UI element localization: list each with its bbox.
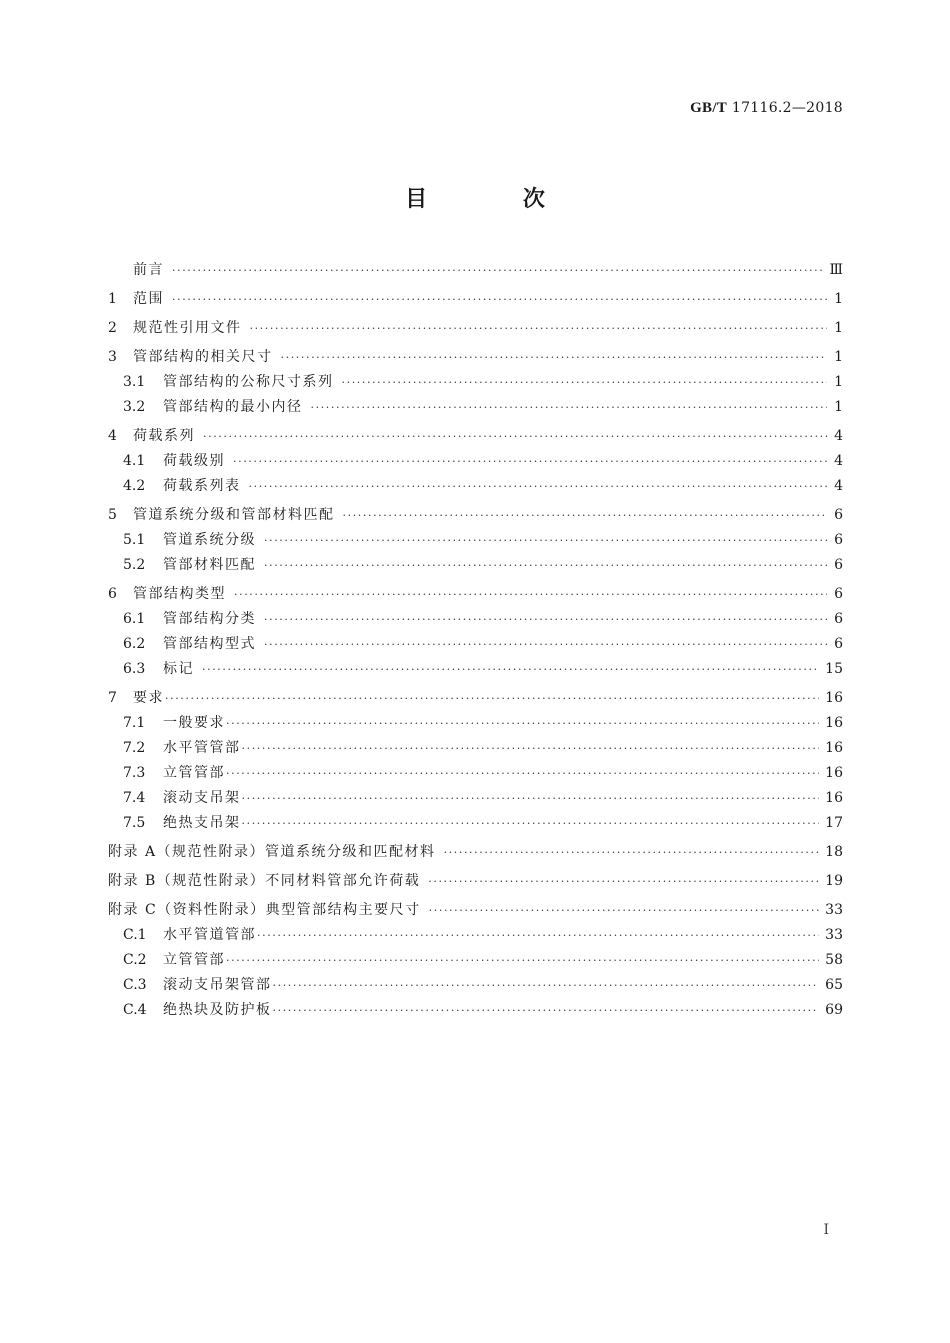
standard-code-number: 17116.2—2018 (731, 100, 843, 116)
toc-dot-leader (281, 345, 828, 370)
toc-dot-leader (273, 973, 820, 998)
toc-dot-leader (428, 869, 819, 894)
toc-entry-title: 附录 B（规范性附录）不同材料管部允许荷载 (108, 873, 421, 889)
toc-entry-page: 17 (825, 815, 843, 831)
toc-entry[interactable] (108, 316, 843, 341)
toc-entry-title: 滚动支吊架 (163, 790, 241, 806)
toc-entry-title: 标记 (163, 661, 194, 677)
toc-dot-leader (226, 711, 819, 736)
toc-entry-title: 管部结构分类 (163, 611, 256, 627)
toc-entry-page: 1 (834, 291, 843, 307)
toc-entry[interactable] (108, 287, 843, 312)
toc-entry-page: 6 (834, 507, 843, 523)
toc-entry[interactable] (108, 582, 843, 607)
toc-entry[interactable] (108, 395, 843, 420)
page-number: Ⅰ (823, 1222, 829, 1238)
toc-dot-leader (429, 898, 820, 923)
toc-entry-title: 立管管部 (163, 952, 225, 968)
toc-dot-leader (249, 474, 828, 499)
toc-dot-leader (233, 449, 827, 474)
toc-entry[interactable] (108, 449, 843, 474)
toc-entry-page: 69 (825, 1002, 843, 1018)
toc-dot-leader (202, 657, 819, 682)
toc-entry-number: 4.2 (123, 478, 146, 494)
toc-entry-page: 65 (825, 977, 843, 993)
toc-entry-number: C.3 (123, 977, 147, 993)
toc-dot-leader (234, 582, 827, 607)
toc-entry-title: 荷载系列 (133, 428, 195, 444)
toc-entry-page: 4 (834, 453, 843, 469)
toc-entry-number: 7.2 (123, 740, 146, 756)
toc-entry-number: 7 (108, 690, 117, 706)
toc-dot-leader (172, 258, 823, 283)
toc-entry[interactable] (108, 474, 843, 499)
toc-entry-number: C.1 (123, 927, 147, 943)
toc-entry-title: 管部结构型式 (163, 636, 256, 652)
toc-entry-page: 19 (825, 873, 843, 889)
toc-entry-title: 水平管道管部 (163, 927, 256, 943)
toc-entry-number: C.4 (123, 1002, 147, 1018)
toc-entry-page: 4 (834, 478, 843, 494)
toc-entry-page: 15 (825, 661, 843, 677)
toc-entry[interactable] (108, 948, 843, 973)
toc-entry-number: 4 (108, 428, 117, 444)
toc-entry-page: 1 (834, 320, 843, 336)
toc-entry[interactable] (108, 711, 843, 736)
toc-entry[interactable] (108, 503, 843, 528)
table-of-contents (108, 258, 843, 1023)
toc-entry[interactable] (108, 840, 843, 865)
page-title: 目 次 (405, 187, 589, 212)
toc-entry-page: 6 (834, 557, 843, 573)
toc-dot-leader (273, 998, 820, 1023)
toc-entry[interactable] (108, 686, 843, 711)
toc-entry-number: 6 (108, 586, 117, 602)
toc-dot-leader (342, 370, 828, 395)
toc-entry[interactable] (108, 869, 843, 894)
toc-entry-title: 绝热支吊架 (163, 815, 241, 831)
toc-entry-title: 附录 A（规范性附录）管道系统分级和匹配材料 (108, 844, 436, 860)
toc-entry-number: C.2 (123, 952, 147, 968)
toc-entry[interactable] (108, 998, 843, 1023)
toc-entry[interactable] (108, 553, 843, 578)
toc-entry-page: 58 (825, 952, 843, 968)
toc-entry-page: 16 (825, 790, 843, 806)
toc-entry[interactable] (108, 370, 843, 395)
toc-entry-number: 3.1 (123, 374, 146, 390)
toc-dot-leader (444, 840, 820, 865)
toc-entry-number: 5 (108, 507, 117, 523)
toc-entry[interactable] (108, 258, 843, 283)
toc-entry-page: 16 (825, 740, 843, 756)
toc-entry[interactable] (108, 761, 843, 786)
toc-entry-page: 1 (834, 374, 843, 390)
toc-entry-number: 5.2 (123, 557, 146, 573)
toc-dot-leader (264, 553, 827, 578)
toc-dot-leader (226, 948, 819, 973)
standard-code-prefix: GB/T (690, 100, 728, 116)
toc-entry-title: 水平管管部 (163, 740, 241, 756)
toc-entry-title: 荷载系列表 (163, 478, 241, 494)
toc-entry-title: 前言 (133, 262, 164, 278)
toc-entry-title: 附录 C（资料性附录）典型管部结构主要尺寸 (108, 902, 421, 918)
toc-entry-page: 6 (834, 611, 843, 627)
toc-entry-title: 绝热块及防护板 (163, 1002, 272, 1018)
toc-entry[interactable] (108, 923, 843, 948)
toc-dot-leader (242, 811, 820, 836)
toc-entry-title: 管部结构的最小内径 (163, 399, 303, 415)
standard-code (690, 100, 843, 117)
toc-entry-number: 1 (108, 291, 117, 307)
toc-entry-page: 6 (834, 586, 843, 602)
toc-entry[interactable] (108, 786, 843, 811)
toc-dot-leader (250, 316, 828, 341)
toc-entry-page: 1 (834, 399, 843, 415)
toc-dot-leader (242, 786, 820, 811)
toc-dot-leader (264, 632, 827, 657)
toc-entry-page: 16 (825, 690, 843, 706)
toc-dot-leader (257, 923, 819, 948)
toc-entry-number: 6.2 (123, 636, 146, 652)
toc-entry-number: 7.4 (123, 790, 146, 806)
toc-entry-number: 6.3 (123, 661, 146, 677)
toc-entry-number: 7.1 (123, 715, 146, 731)
toc-entry-title: 管部结构类型 (133, 586, 226, 602)
toc-dot-leader (242, 736, 820, 761)
toc-entry-page: 4 (834, 428, 843, 444)
toc-entry-page: 33 (825, 902, 843, 918)
toc-entry[interactable] (108, 736, 843, 761)
toc-entry[interactable] (108, 811, 843, 836)
toc-entry[interactable] (108, 632, 843, 657)
toc-dot-leader (226, 761, 819, 786)
toc-entry-page: 1 (834, 349, 843, 365)
toc-entry-title: 范围 (133, 291, 164, 307)
toc-entry-title: 荷载级别 (163, 453, 225, 469)
toc-dot-leader (264, 607, 827, 632)
toc-entry-title: 管部材料匹配 (163, 557, 256, 573)
toc-entry-page: 6 (834, 636, 843, 652)
toc-entry-number: 5.1 (123, 532, 146, 548)
toc-entry[interactable] (108, 657, 843, 682)
toc-entry[interactable] (108, 898, 843, 923)
toc-entry-title: 管道系统分级和管部材料匹配 (133, 507, 335, 523)
toc-entry-title: 滚动支吊架管部 (163, 977, 272, 993)
toc-entry-number: 3.2 (123, 399, 146, 415)
toc-entry-title: 管部结构的公称尺寸系列 (163, 374, 334, 390)
toc-entry-title: 要求 (133, 690, 164, 706)
toc-entry-number: 4.1 (123, 453, 146, 469)
toc-entry-number: 3 (108, 349, 117, 365)
toc-dot-leader (311, 395, 828, 420)
toc-entry-number: 6.1 (123, 611, 146, 627)
toc-entry-number: 7.3 (123, 765, 146, 781)
toc-entry-page: 33 (825, 927, 843, 943)
toc-entry[interactable] (108, 528, 843, 553)
toc-entry-title: 立管管部 (163, 765, 225, 781)
toc-dot-leader (343, 503, 828, 528)
toc-entry-title: 规范性引用文件 (133, 320, 242, 336)
toc-dot-leader (172, 287, 827, 312)
toc-dot-leader (165, 686, 819, 711)
toc-entry[interactable] (108, 973, 843, 998)
toc-entry-page: Ⅲ (829, 262, 843, 278)
toc-entry-page: 18 (825, 844, 843, 860)
toc-dot-leader (264, 528, 827, 553)
toc-entry-title: 管道系统分级 (163, 532, 256, 548)
toc-dot-leader (203, 424, 827, 449)
toc-entry-title: 一般要求 (163, 715, 225, 731)
toc-entry-number: 2 (108, 320, 117, 336)
toc-entry[interactable] (108, 424, 843, 449)
toc-entry-page: 16 (825, 715, 843, 731)
toc-entry-page: 6 (834, 532, 843, 548)
toc-entry-number: 7.5 (123, 815, 146, 831)
toc-entry[interactable] (108, 607, 843, 632)
toc-entry[interactable] (108, 345, 843, 370)
toc-entry-page: 16 (825, 765, 843, 781)
toc-entry-title: 管部结构的相关尺寸 (133, 349, 273, 365)
